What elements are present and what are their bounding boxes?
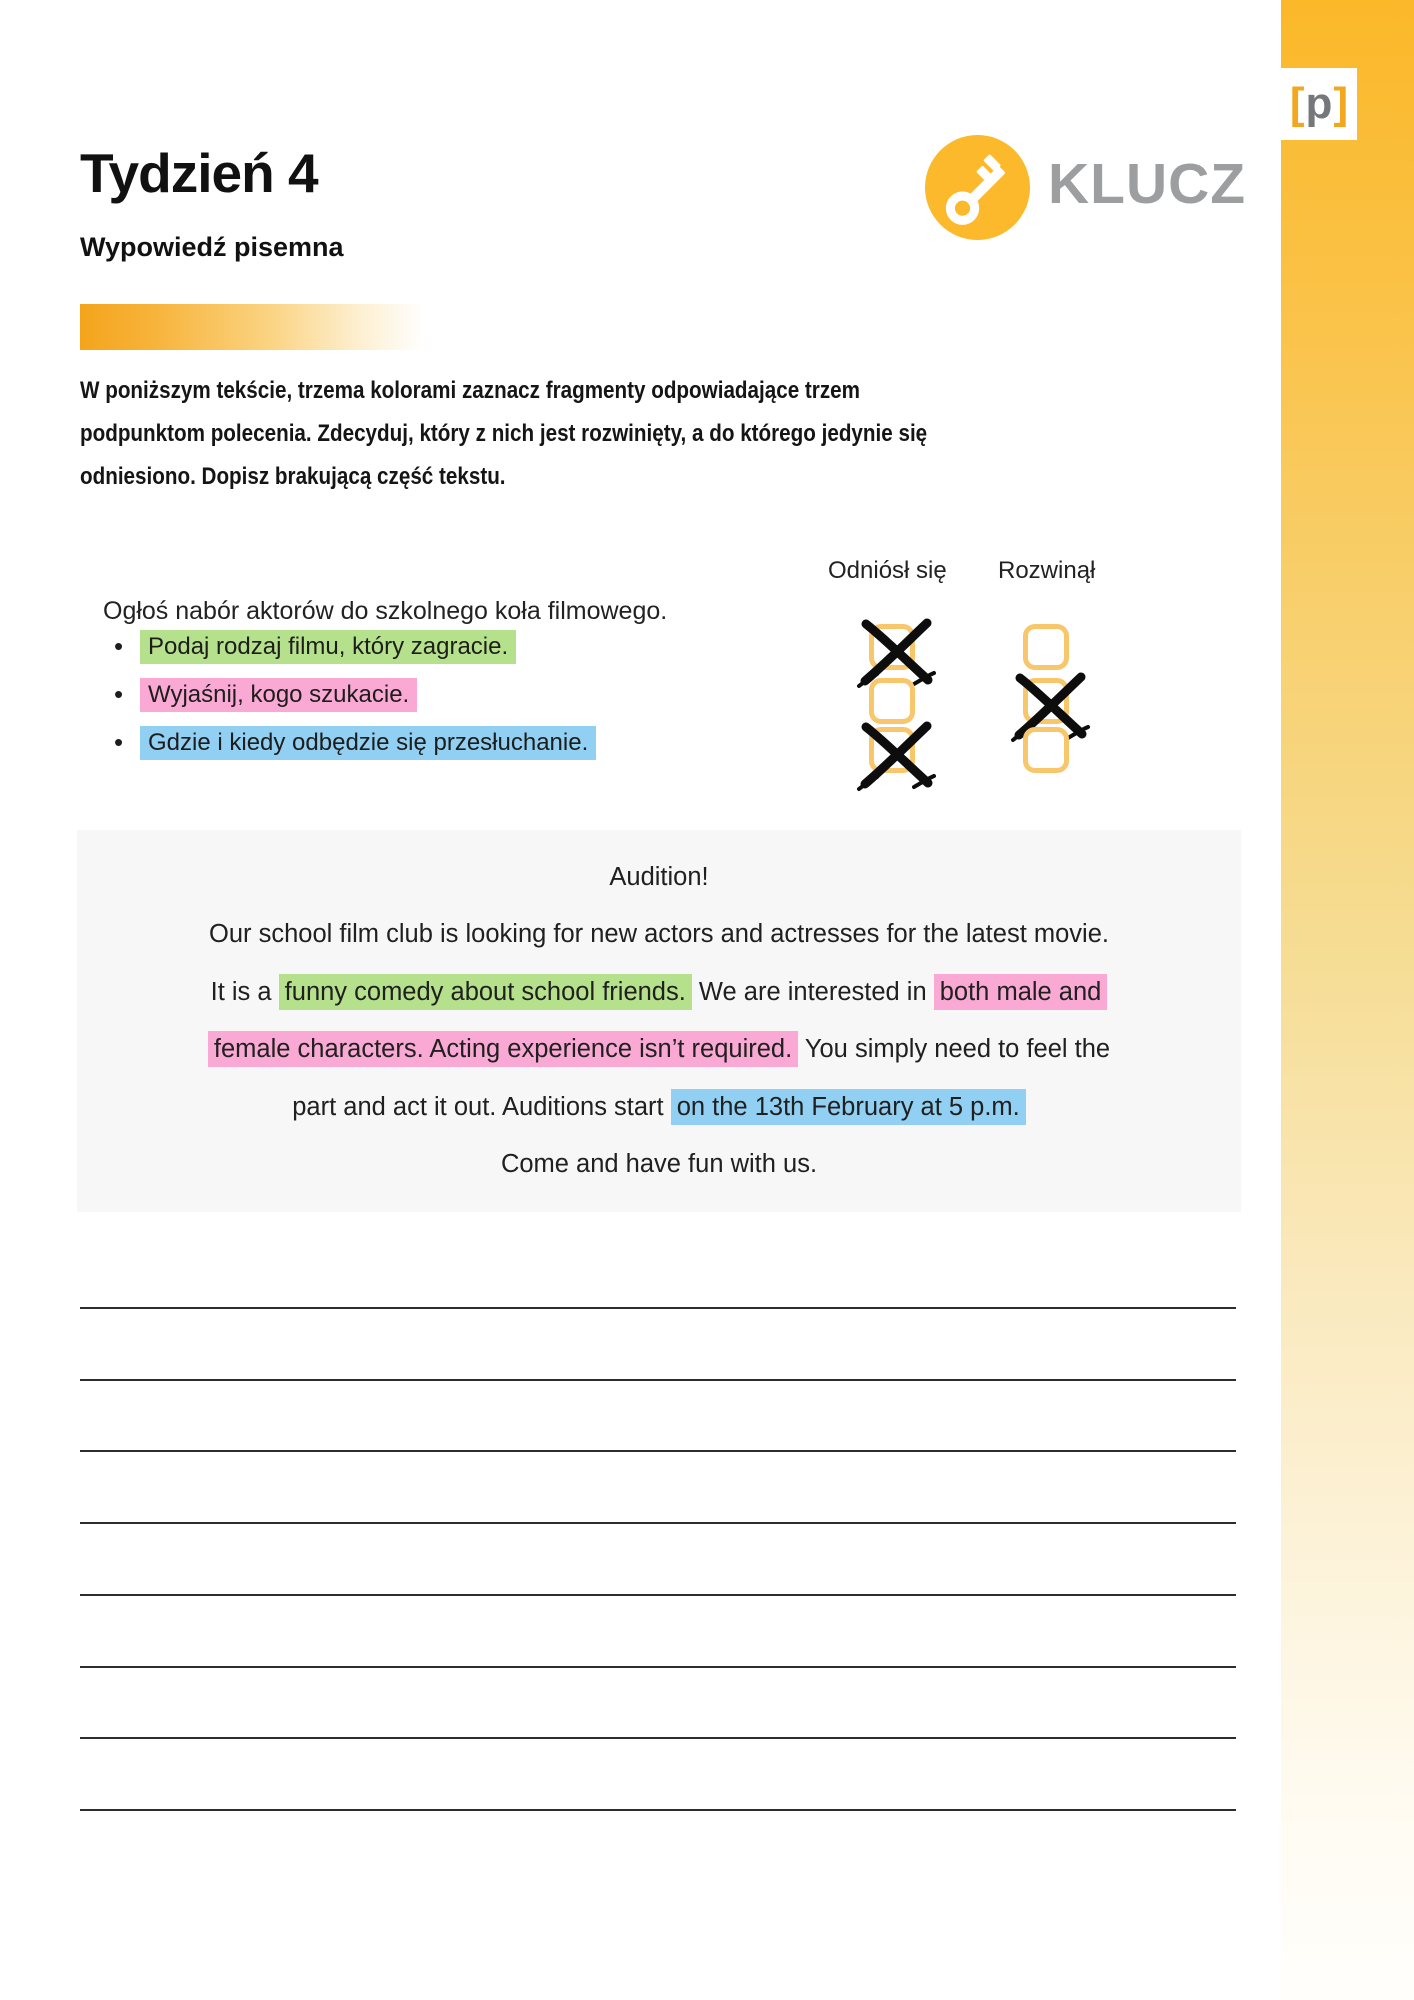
text-segment: We are interested in [691,977,934,1006]
text-segment: Audition! [609,862,709,891]
instruction-paragraph [80,369,927,498]
checkbox-odniosl-row2[interactable] [869,678,915,724]
highlighted-bullet-text: Gdzie i kiedy odbędzie się przesłuchanie. [140,726,596,760]
accent-gradient-bar [80,304,480,350]
checkbox-rozwinal-row1[interactable] [1023,624,1069,670]
bullet-item [114,726,596,759]
highlighted-text: female characters. Acting experience isn’t required. [208,1031,798,1067]
column-header-rozwinal: Rozwinął [998,557,1096,584]
writing-line[interactable] [80,1594,1236,1596]
logo-open-bracket: [ [1289,79,1305,128]
audition-line [77,1021,1241,1079]
audition-line [77,849,1241,907]
logo-letter-p: p [1305,79,1333,128]
checkbox-rozwinal-row3[interactable] [1023,727,1069,773]
instruction-line: odniesiono. Dopisz brakującą część tekstu. [80,463,506,490]
highlighted-bullet-text: Wyjaśnij, kogo szukacie. [140,678,417,712]
instruction-line: podpunktom polecenia. Zdecyduj, który z nich jest rozwinięty, a do którego jedynie się [80,420,928,447]
highlighted-bullet-text: Podaj rodzaj filmu, który zagracie. [140,630,516,664]
checkbox-odniosl-row1[interactable] [869,624,915,670]
page-title: Tydzień 4 [80,142,318,204]
text-segment: part and act it out. Auditions start [292,1092,671,1121]
page-subtitle: Wypowiedź pisemna [80,232,344,262]
gradient-side-bar [1281,0,1414,2000]
text-segment: Our school film club is looking for new actors and actresses for the latest movie. [209,920,1109,948]
checkbox-rozwinal-row2[interactable] [1023,678,1069,724]
bullet-item [114,678,596,711]
writing-line[interactable] [80,1522,1236,1524]
key-icon [925,135,1030,240]
checkbox-odniosl-row3[interactable] [869,727,915,773]
audition-text-box [77,830,1241,1212]
writing-line[interactable] [80,1809,1236,1811]
audition-line [77,964,1241,1022]
x-mark [856,720,936,792]
writing-line[interactable] [80,1666,1236,1668]
audition-line [77,906,1241,964]
bullet-item [114,630,596,663]
text-segment: It is a [210,977,279,1006]
publisher-p-logo [1281,68,1357,140]
highlighted-text: funny comedy about school friends. [279,974,692,1010]
highlighted-text: on the 13th February at 5 p.m. [671,1089,1026,1125]
writing-line[interactable] [80,1450,1236,1452]
logo-close-bracket: ] [1333,79,1349,128]
audition-line [77,1136,1241,1194]
audition-line [77,1079,1241,1137]
text-segment: You simply need to feel the [798,1035,1111,1063]
writing-line[interactable] [80,1379,1236,1381]
task-bullet-list [114,630,596,774]
bullet-dot: • [114,679,124,709]
bullet-dot: • [114,727,124,757]
writing-line[interactable] [80,1737,1236,1739]
writing-line[interactable] [80,1307,1236,1309]
bullet-dot: • [114,631,124,661]
text-segment: Come and have fun with us. [500,1150,818,1178]
highlighted-text: both male and [934,974,1108,1010]
column-header-odniosl-sie: Odniósł się [828,557,947,584]
task-intro: Ogłoś nabór aktorów do szkolnego koła filmowego. [103,597,668,625]
klucz-logo-text: KLUCZ [1048,152,1247,216]
instruction-line: W poniższym tekście, trzema kolorami zaznacz fragmenty odpowiadające trzem [80,377,860,404]
